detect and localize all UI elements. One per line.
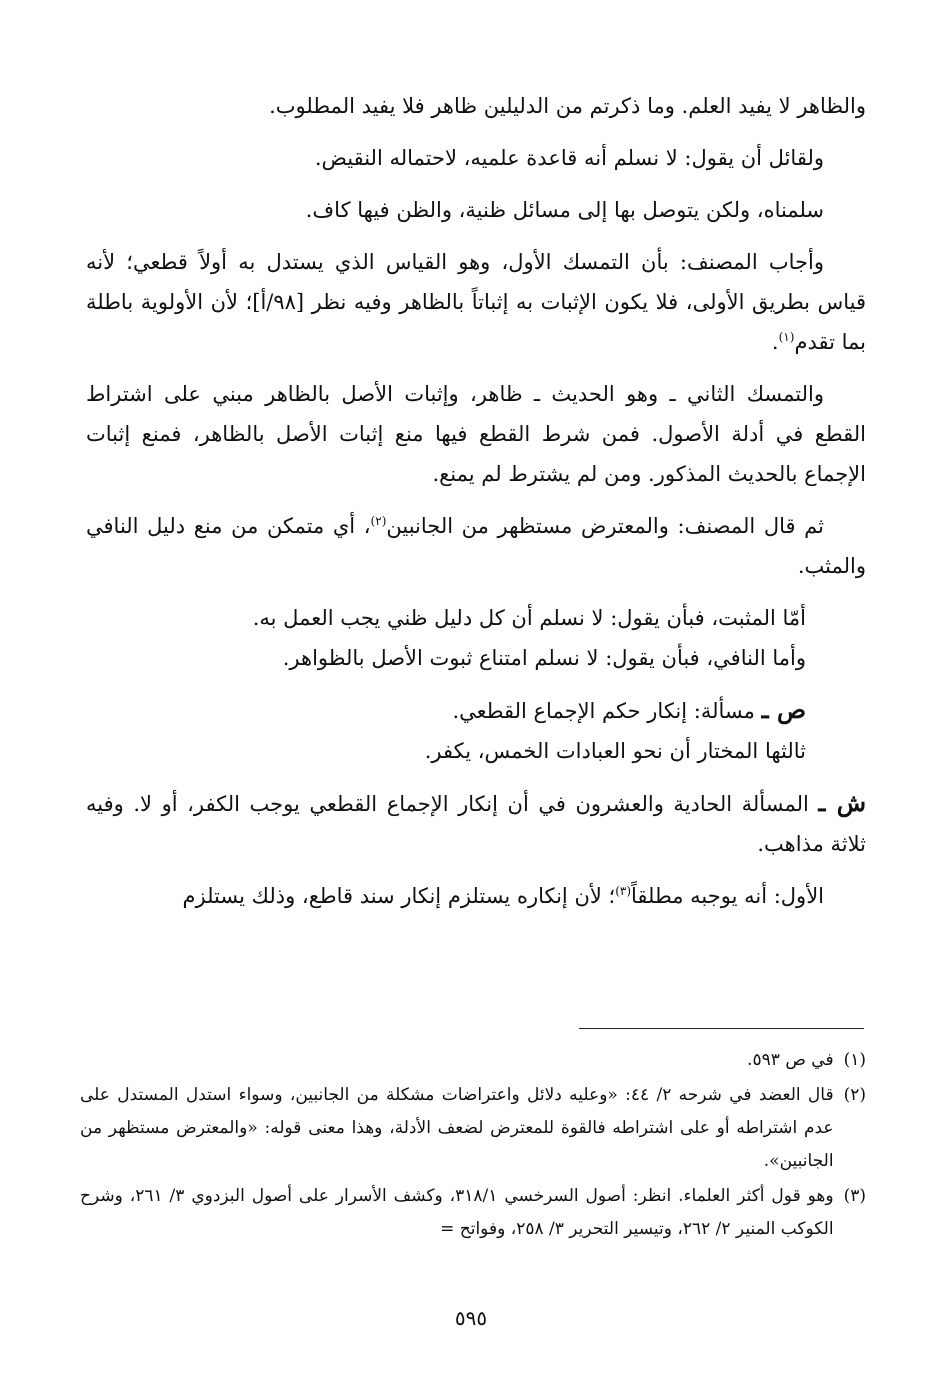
paragraph-3: سلمناه، ولكن يتوصل بها إلى مسائل ظنية، والظن فيها كاف. — [305, 198, 824, 222]
paragraph-5: والتمسك الثاني ـ وهو الحديث ـ ظاهر، وإثبات الأصل بالظاهر مبني على اشتراط القطع في أدلة الأصول. فمن شرط القطع فيها منع إثبات الأصل بالظاهر، فمنع إثبات الإجماع بالحديث المذكور. ومن لم يشترط لم يمنع. — [86, 382, 866, 486]
objection-muthbit: أمّا المثبت، فبأن يقول: لا نسلم أن كل دليل ظني يجب العمل به. — [252, 606, 806, 630]
matn-title: مسألة: إنكار حكم الإجماع القطعي. — [452, 699, 755, 723]
footnotes — [80, 1044, 866, 1248]
footnote-text: وهو قول أكثر العلماء. انظر: أصول السرخسي ٣١٨/١، وكشف الأسرار على أصول البزدوي ٣/ ٢٦١، وشرح الكوكب المنير ٢/ ٢٦٢، وتيسير التحرير ٣/ ٢٥٨، وفواتح = — [80, 1186, 834, 1239]
shin-mark: ش ـ — [818, 788, 866, 817]
footnote-separator — [579, 1028, 864, 1029]
paragraph-1: والظاهر لا يفيد العلم. وما ذكرتم من الدليلين ظاهر فلا يفيد المطلوب. — [269, 94, 866, 118]
paragraph-2: ولقائل أن يقول: لا نسلم أنه قاعدة علميه، لاحتماله النقيض. — [314, 146, 824, 170]
footnote-text: في ص ٥٩٣. — [747, 1050, 834, 1070]
paragraph-4 — [86, 242, 866, 362]
footnote-text: قال العضد في شرحه ٢/ ٤٤: «وعليه دلائل واعتراضات مشكلة من الجانبين، وسواء استدل المستدل على عدم اشتراطه أو على اشتراطه فالقوة للمعترض لضعف الأدلة، وهذا معنى قوله: «والمعترض مستظهر من الجانبين». — [80, 1085, 834, 1171]
footnote-number: (٢) — [843, 1085, 866, 1105]
paragraph-last-text: الأول: أنه يوجبه مطلقاً — [631, 884, 824, 908]
paragraph-6-text: ثم قال المصنف: والمعترض مستظهر من الجانبين — [386, 514, 824, 538]
paragraph-6-end: ، أي متمكن من منع دليل النافي والمثب. — [86, 514, 866, 578]
paragraph-last-end: ؛ لأن إنكاره يستلزم إنكار سند قاطع، وذلك يستلزم — [182, 884, 616, 908]
footnote-1 — [80, 1044, 866, 1077]
footnote-3 — [80, 1180, 866, 1246]
paragraph-4-end: . — [771, 330, 779, 354]
footnote-ref-3[interactable]: (٣) — [615, 884, 632, 898]
footnote-2 — [80, 1079, 866, 1178]
matn-line-2: ثالثها المختار أن نحو العبادات الخمس، يكفر. — [424, 739, 806, 763]
main-text — [86, 86, 866, 928]
footnote-number: (١) — [843, 1050, 866, 1070]
footnote-ref-2[interactable]: (٢) — [370, 514, 387, 528]
objection-block — [86, 598, 866, 678]
objection-nafi: وأما النافي، فبأن يقول: لا نسلم امتناع ثبوت الأصل بالظواهر. — [282, 646, 806, 670]
matn-heading — [86, 690, 806, 731]
footnote-ref-1[interactable]: (١) — [778, 330, 795, 344]
page-number: ٥٩٥ — [454, 1306, 488, 1330]
sad-mark: ص ـ — [761, 695, 806, 724]
paragraph-4-text: وأجاب المصنف: بأن التمسك الأول، وهو القياس الذي يستدل به أولاً قطعي؛ لأنه قياس بطريق الأولى، فلا يكون الإثبات به إثباتاً بالظاهر وفيه نظر [٩٨/أ]؛ لأن الأولوية باطلة بما تقدم — [86, 250, 866, 354]
sharh-paragraph — [86, 783, 866, 864]
sharh-text: المسألة الحادية والعشرون في أن إنكار الإجماع القطعي يوجب الكفر، أو لا. وفيه ثلاثة مذاهب. — [86, 792, 866, 856]
footnote-number: (٣) — [843, 1186, 866, 1206]
paragraph-last — [86, 876, 866, 916]
matn-block — [86, 690, 866, 771]
paragraph-6 — [86, 506, 866, 586]
